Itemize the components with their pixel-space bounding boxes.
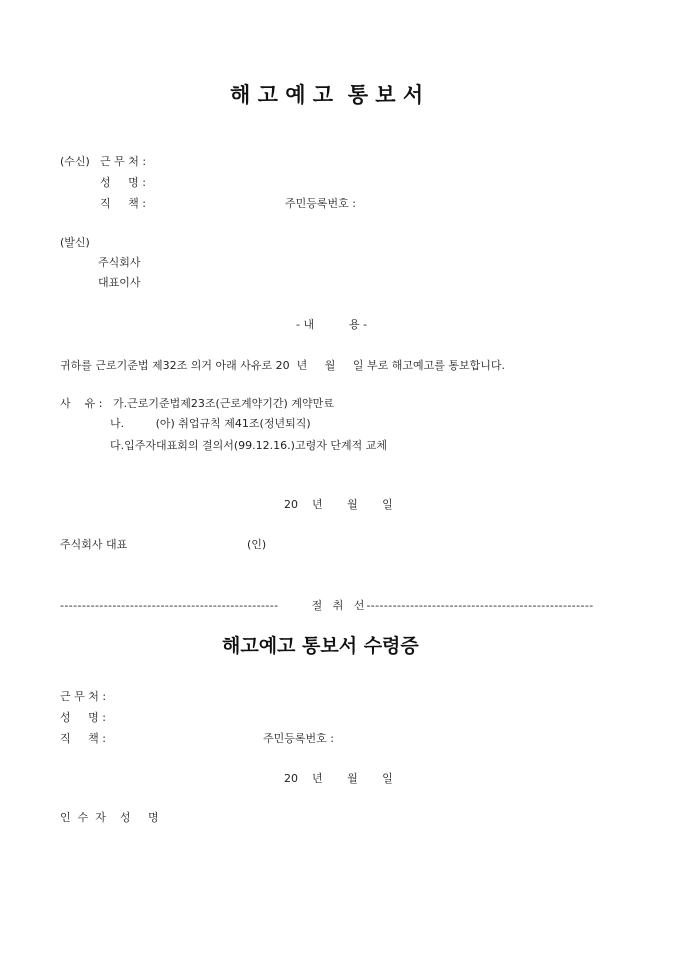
receiver-name-label: 인 수 자 성 명 xyxy=(60,811,159,824)
reason-item: 다.입주자대표회의 결의서(99.12.16.)고령자 단계적 교체 xyxy=(110,439,387,452)
signature-label: 주식회사 대표 xyxy=(60,538,128,551)
seal-mark: (인) xyxy=(247,538,267,551)
reason-item: 나. (아) 취업규칙 제41조(정년퇴직) xyxy=(110,417,311,430)
notice-title: 해 고 예 고 통 보 서 xyxy=(230,82,424,107)
receipt-name-label: 성 명 : xyxy=(60,711,106,724)
recipient-label: (수신) xyxy=(60,155,90,168)
receipt-position-label: 직 책 : xyxy=(60,732,106,745)
recipient-name-label: 성 명 : xyxy=(100,176,146,189)
recipient-workplace-label: 근 무 처 : xyxy=(100,155,147,168)
content-heading: - 내 용 - xyxy=(296,318,368,331)
cut-line-dashes-right: ---------------------------------------------------- xyxy=(366,599,594,611)
sender-company: 주식회사 xyxy=(98,256,141,269)
receipt-title: 해고예고 통보서 수령증 xyxy=(222,635,419,657)
sender-label: (발신) xyxy=(60,236,90,249)
cut-line-label: 절 취 선 xyxy=(311,598,365,612)
body-text: 귀하를 근로기준법 제32조 의거 아래 사유로 20 년 월 일 부로 해고예고를 통보합니다. xyxy=(60,359,505,372)
reason-item: 가.근로기준법제23조(근로계약기간) 계약만료 xyxy=(113,397,334,410)
recipient-id-number-label: 주민등록번호 : xyxy=(285,197,356,210)
sender-ceo: 대표이사 xyxy=(98,276,141,289)
receipt-date: 20 년 월 일 xyxy=(284,772,393,785)
cut-line xyxy=(60,598,616,612)
recipient-position-label: 직 책 : xyxy=(100,197,146,210)
receipt-id-number-label: 주민등록번호 : xyxy=(263,732,334,745)
reasons-label: 사 유 : xyxy=(60,397,103,410)
receipt-workplace-label: 근 무 처 : xyxy=(60,690,107,703)
notice-date: 20 년 월 일 xyxy=(284,498,393,511)
cut-line-dashes-left: -------------------------------------------------- xyxy=(60,599,279,611)
